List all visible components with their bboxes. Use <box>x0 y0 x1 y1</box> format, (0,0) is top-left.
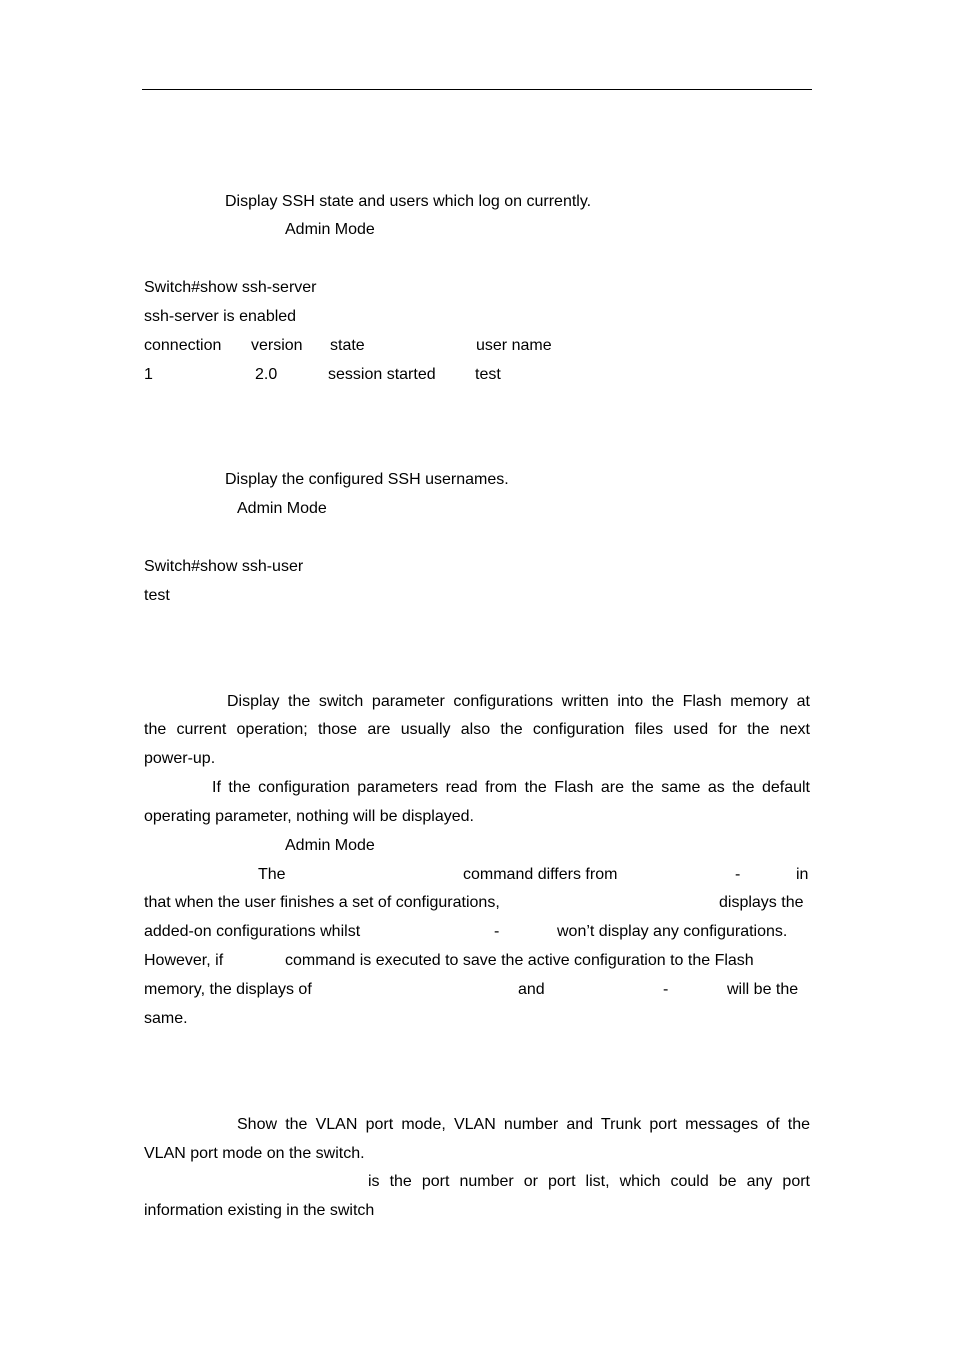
usage-line-6: same. <box>144 1010 188 1027</box>
usage-line-2-start: that when the user finishes a set of configurations, <box>144 894 500 911</box>
usage-line-1-word-the: The <box>258 866 286 883</box>
usage-line-5-end: will be the <box>727 981 799 998</box>
usage-line-3-start: added-on configurations whilst <box>144 923 361 940</box>
usage-line-5-hyphen: - <box>663 981 669 998</box>
usage-line-2-end: displays the <box>719 894 804 911</box>
header-rule <box>142 89 812 90</box>
ssh-server-example-status: ssh-server is enabled <box>144 308 297 325</box>
ssh-user-mode-text: Admin Mode <box>237 500 327 517</box>
ssh-server-example-command: Switch#show ssh-server <box>144 279 317 296</box>
table-header-user-name: user name <box>476 337 552 354</box>
switchport-param-line-1: is the port number or port list, which could be any port <box>368 1173 810 1190</box>
table-cell-version: 2.0 <box>255 366 278 383</box>
switchport-param-line-2: information existing in the switch <box>144 1202 375 1219</box>
table-cell-user-name: test <box>475 366 501 383</box>
table-header-state: state <box>330 337 365 354</box>
switchport-function-line-2: VLAN port mode on the switch. <box>144 1145 365 1162</box>
table-cell-connection: 1 <box>144 366 153 383</box>
startup-config-default-line-1: If the configuration parameters read from the Flash are the same as the default <box>212 779 810 796</box>
ssh-server-mode-text: Admin Mode <box>285 221 375 238</box>
ssh-user-example-command: Switch#show ssh-user <box>144 558 304 575</box>
usage-line-5-start: memory, the displays of <box>144 981 312 998</box>
usage-line-4-end: command is executed to save the active configuration to the Flash <box>285 952 754 969</box>
usage-line-1-hyphen: - <box>735 866 741 883</box>
usage-line-1-in: in <box>796 866 809 883</box>
table-header-connection: connection <box>144 337 222 354</box>
ssh-user-example-output: test <box>144 587 170 604</box>
startup-config-mode-text: Admin Mode <box>285 837 375 854</box>
ssh-user-function-text: Display the configured SSH usernames. <box>225 471 509 488</box>
startup-config-function-line-1: Display the switch parameter configurations written into the Flash memory at <box>227 693 810 710</box>
ssh-server-function-text: Display SSH state and users which log on currently. <box>225 193 592 210</box>
usage-line-4-start: However, if <box>144 952 224 969</box>
usage-line-5-and: and <box>518 981 545 998</box>
startup-config-function-line-2: the current operation; those are usually also the configuration files used for the next <box>144 721 810 738</box>
startup-config-default-line-2: operating parameter, nothing will be displayed. <box>144 808 474 825</box>
usage-line-3-hyphen: - <box>494 923 500 940</box>
usage-line-1-differs: command differs from <box>463 866 618 883</box>
startup-config-function-line-3: power-up. <box>144 750 216 767</box>
table-header-version: version <box>251 337 303 354</box>
usage-line-3-end: won’t display any configurations. <box>557 923 788 940</box>
switchport-function-line-1: Show the VLAN port mode, VLAN number and Trunk port messages of the <box>237 1116 810 1133</box>
table-cell-state: session started <box>328 366 436 383</box>
